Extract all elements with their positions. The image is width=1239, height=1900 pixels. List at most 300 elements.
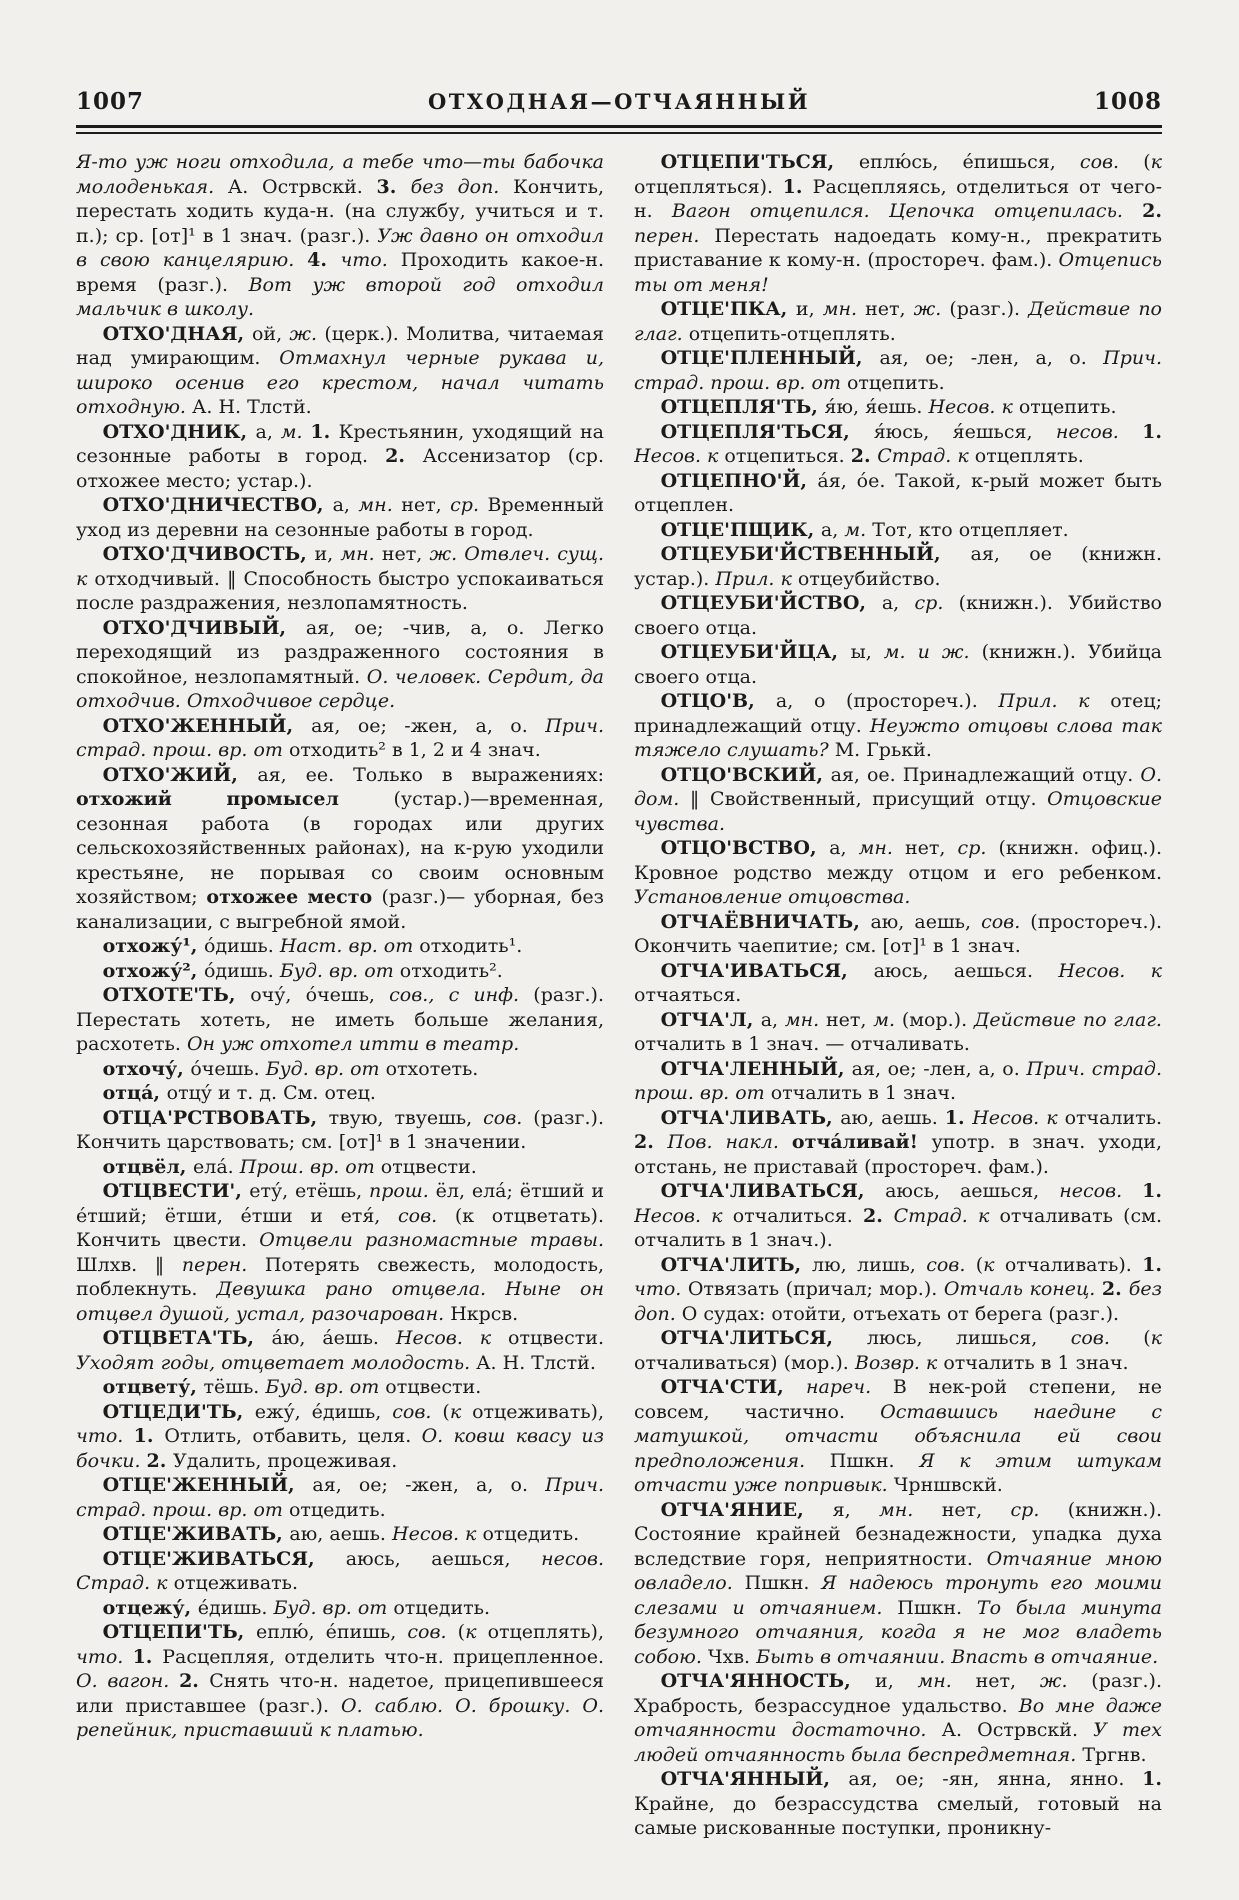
text-run: Расцепляя, отделить что-н. прицепленное. — [162, 1645, 604, 1668]
text-run: 1. — [944, 1106, 973, 1129]
text-run: Действие по глаг. — [634, 298, 1162, 345]
text-run: Прич. страд. прош. вр. от — [634, 1057, 1162, 1104]
text-run: Временный уход из деревни на сезонные работы в город. — [76, 494, 604, 541]
dictionary-entry — [634, 1008, 1162, 1057]
text-run: мн. — [879, 1498, 942, 1521]
text-run: 2. — [146, 1449, 173, 1472]
text-run: Отвязать (причал; мор.). — [687, 1278, 944, 1300]
text-run: У тех людей отчаянность была беспредметная. — [634, 1719, 1162, 1766]
text-run: ‖ Свойственный, присущий отцу. — [689, 788, 1048, 810]
text-run: перен. — [634, 224, 715, 247]
text-run: нет, — [975, 1670, 1040, 1692]
text-run: Несов. к — [1058, 959, 1162, 982]
text-run: отцепляться). — [634, 175, 783, 198]
text-run: отцеживать. — [173, 1572, 299, 1594]
text-run: ОТЧА'ЯНИЕ, — [660, 1498, 833, 1521]
dictionary-entry — [76, 493, 604, 542]
text-run: аю, аешь. — [840, 1106, 945, 1129]
text-columns — [76, 150, 1162, 1850]
page-number-right: 1008 — [1093, 88, 1162, 115]
text-run: ( — [975, 1253, 984, 1276]
text-run: сов. — [1079, 151, 1144, 173]
text-run: отцвести. — [385, 1376, 482, 1398]
text-run: ОТЦО'ВСКИЙ, — [660, 763, 831, 786]
text-run: ОТЧА'ИВАТЬСЯ, — [660, 959, 874, 982]
text-run: и, — [875, 1670, 918, 1692]
text-run: что. — [634, 1278, 688, 1300]
text-run: перен. — [181, 1253, 265, 1276]
text-run: ОТЦЕДИ'ТЬ, — [102, 1400, 255, 1423]
text-run: (устар.)—временная, сезонная работа (в городах или других сельскохозяйственных районах), на к-рую уходили крестьяне, не порывая со своим основным хозяйством; — [76, 788, 604, 908]
running-head — [76, 88, 1162, 115]
dictionary-entry — [634, 591, 1162, 640]
text-run: Отчаяние мною овладело. — [634, 1547, 1162, 1594]
text-run: Удалить, процеживая. — [172, 1449, 398, 1472]
text-run: ОТЦЕ'ЖЕННЫЙ, — [102, 1474, 313, 1496]
text-run: ОТЦЕ'ЖИВАТЬСЯ, — [102, 1547, 346, 1570]
dictionary-entry — [634, 640, 1162, 689]
text-run: аю, аешь, — [870, 910, 982, 933]
text-run: нет, — [865, 298, 914, 320]
text-run: (разг.). — [949, 298, 1029, 320]
text-run: Во мне даже отчаянности достаточно. — [634, 1694, 1162, 1741]
text-run: ОТХО'ЖИЙ, — [102, 763, 258, 786]
text-run: А. Острвскй. — [227, 175, 377, 198]
dictionary-entry — [634, 469, 1162, 518]
dictionary-entry — [76, 763, 604, 935]
text-run: ОТЦЕПИ'ТЬСЯ, — [660, 151, 859, 173]
text-run: ( — [457, 1621, 466, 1643]
text-run: Расцепляясь, отделиться от чего-н. — [634, 175, 1162, 222]
text-run: сов., с инф. — [389, 984, 534, 1006]
text-run: ая, ее. Только в выражениях: — [257, 763, 604, 786]
text-run: ая, ое. Принадлежащий отцу. — [830, 763, 1141, 786]
text-run: к — [1150, 151, 1162, 173]
text-run: Тргнв. — [1082, 1743, 1147, 1766]
text-run: Несов. к — [395, 1327, 509, 1349]
text-run: Отцвели разномастные травы. — [259, 1229, 604, 1251]
dictionary-entry — [76, 1547, 604, 1596]
text-run: 2. — [1142, 200, 1162, 222]
text-run: Я надеюсь тронуть его моими слезами и отчаянием. — [634, 1572, 1162, 1619]
text-run: я́юсь, я́ешься, — [873, 420, 1056, 443]
text-run: а, — [881, 592, 915, 614]
text-run: сов. — [398, 1204, 455, 1227]
text-run: ж. — [1039, 1670, 1092, 1692]
text-run: ( — [1143, 151, 1151, 173]
text-run: 2. — [863, 1204, 894, 1227]
text-run: ая, ое; -чив, а, о. Легко переходящий из раздраженного состояния в спокойное, незлопамятный. — [76, 616, 604, 688]
dictionary-entry — [76, 959, 604, 984]
text-run: ОТХО'ДЧИВОСТЬ, — [102, 543, 315, 565]
text-run: Крайне, до безрассудства смелый, готовый на самые рискованные поступки, проникну- — [634, 1792, 1162, 1839]
text-run: сов. — [483, 1106, 534, 1129]
text-run: Девушка рано отцвела. Ныне он отцвел душой, устал, разочарован. — [76, 1278, 604, 1325]
text-run: 3. — [376, 175, 411, 198]
text-run: ёл, ела́; ётший и е́тший; ётши, е́тши и етя́, — [76, 1180, 604, 1227]
text-run: и, — [314, 543, 341, 565]
text-run: ОТХО'ДЧИВЫЙ, — [102, 616, 306, 639]
dictionary-entry — [76, 714, 604, 763]
text-run: употр. в знач. уходи, отстань, не приставай (простореч. фам.). — [634, 1131, 1162, 1178]
text-run: отцу́ и т. д. См. отец. — [166, 1082, 376, 1104]
text-run: О. человек. Сердит, да отходчив. Отходчивое сердце. — [76, 665, 604, 712]
dictionary-entry — [76, 1596, 604, 1621]
text-run: Уж давно он отходил в свою канцелярию. — [76, 224, 604, 271]
dictionary-entry — [634, 1179, 1162, 1253]
text-run: Снять что-н. надетое, прицепившееся или приставшее (разг.). — [76, 1670, 604, 1717]
text-run: сов. — [407, 1621, 458, 1643]
text-run: ОТЦЕУБИ'ЙЦА, — [660, 641, 851, 663]
text-run: Наст. вр. от — [279, 935, 420, 957]
text-run: Отмахнул черные рукава и, широко осенив его крестом, начал читать отходную. — [76, 347, 604, 418]
text-run: отхожий промысел — [76, 788, 394, 810]
text-run: несов. — [1059, 1180, 1143, 1202]
text-run: ОТЦВЕТА'ТЬ, — [102, 1327, 272, 1349]
text-run: Отцепись ты от меня! — [634, 249, 1162, 296]
text-run: 2. — [1101, 1278, 1129, 1300]
text-run: О. вагон. — [76, 1670, 180, 1692]
text-run: о́чешь. — [190, 1057, 266, 1080]
text-run: О. дом. — [634, 763, 1162, 810]
text-run: А. Н. Тлстй. — [476, 1351, 596, 1374]
text-run: отцедить. — [482, 1523, 580, 1545]
text-run: а́я, о́е. Такой, к-рый может быть отцеплен. — [634, 469, 1162, 516]
text-run: к — [983, 1253, 1005, 1276]
text-run: отцежу́, — [102, 1596, 198, 1619]
text-run: Прич. страд. прош. вр. от — [76, 1474, 604, 1521]
text-run: 1. — [310, 420, 339, 443]
text-run: а, — [760, 1008, 785, 1031]
text-run: отцепить-отцеплять. — [688, 322, 896, 345]
text-run: а, о (простореч.). — [775, 690, 999, 712]
text-run: аюсь, аешься. — [873, 959, 1059, 982]
dictionary-entry — [76, 1106, 604, 1155]
text-run: мн. — [358, 494, 402, 516]
dictionary-entry — [76, 1155, 604, 1180]
text-run: ая, ое; -жен, а, о. — [311, 714, 546, 737]
text-run: ОТЦЕУБИ'ЙСТВО, — [660, 592, 882, 614]
text-run: отцедить. — [393, 1596, 491, 1619]
text-run: отчалить в 1 знач. — [770, 1082, 957, 1104]
text-run: отча́ливай! — [791, 1131, 932, 1153]
text-run: ОТЦЕПИ'ТЬ, — [102, 1621, 256, 1643]
text-run: О. ковш квасу из бочки. — [76, 1425, 604, 1472]
text-run: а, — [332, 494, 359, 516]
text-run: ж. — [913, 298, 950, 320]
dictionary-entry — [76, 616, 604, 714]
text-run: Неужто отцовы слова так тяжело слушать? — [634, 714, 1162, 761]
text-run: мн. — [822, 298, 866, 320]
text-run: отчалить в 1 знач. — [943, 1351, 1129, 1374]
text-run: Шлхв. ‖ — [76, 1253, 182, 1276]
text-run: нет, — [381, 543, 430, 565]
text-run: отцвести. — [508, 1327, 604, 1349]
dictionary-entry — [76, 1057, 604, 1082]
text-run: несов. Страд. к — [76, 1547, 604, 1594]
text-run: Установление отцовства. — [634, 886, 911, 908]
text-run: мн. — [784, 1008, 826, 1031]
dictionary-entry — [76, 1081, 604, 1106]
dictionary-entry — [634, 1057, 1162, 1106]
text-run: мн. — [340, 543, 382, 565]
dictionary-entry — [76, 150, 604, 322]
text-run: Он уж отхотел итти в театр. — [186, 1033, 520, 1055]
text-run: люсь, лишься, — [866, 1327, 1071, 1349]
text-run: о́дишь. — [203, 959, 280, 982]
text-run: отцвести. — [380, 1155, 477, 1178]
text-run: отцепить. — [1018, 396, 1117, 418]
dictionary-entry — [76, 1473, 604, 1522]
text-run: еплю́, е́пишь, — [255, 1621, 408, 1643]
text-run: (церк.). Молитва, читаемая над умирающим. — [76, 322, 604, 369]
text-run: к — [449, 1400, 473, 1423]
text-run: Пшкн. — [829, 1449, 920, 1472]
text-run: отчаяться. — [634, 984, 742, 1006]
dictionary-entry — [634, 1326, 1162, 1375]
dictionary-entry — [76, 322, 604, 420]
text-run: 1. — [782, 175, 813, 198]
text-run: ОТЧА'ЛИТЬ, — [660, 1253, 813, 1276]
text-run: несов. — [1055, 420, 1143, 443]
text-run: Возвр. к — [854, 1351, 944, 1374]
text-run: аю, аешь. — [289, 1523, 393, 1545]
text-run: Буд. вр. от — [265, 1057, 386, 1080]
dictionary-entry — [76, 420, 604, 494]
text-run: лю, лишь, — [812, 1253, 927, 1276]
dictionary-entry — [634, 763, 1162, 837]
dictionary-entry — [76, 1326, 604, 1375]
text-run: Уходят годы, отцветает молодость. — [76, 1351, 477, 1374]
text-run: я, — [832, 1498, 880, 1521]
text-run: (разг.). Храбрость, безрассудное удальство. — [634, 1670, 1162, 1717]
text-run: А. Н. Тлстй. — [192, 396, 312, 418]
text-run: ая, ое; -лен, а, о. — [851, 1057, 1027, 1080]
text-run: 2. — [850, 445, 878, 467]
text-run: О. саблю. О. брошку. О. репейник, приставший к платью. — [76, 1694, 604, 1741]
text-run: ОТЧА'СТИ, — [660, 1376, 807, 1398]
text-run: Ассенизатор (ср. отхожее место; устар.). — [76, 445, 604, 492]
text-run: отчалить в 1 знач. — отчаливать. — [634, 1033, 970, 1055]
text-run: ОТЧА'Л, — [660, 1008, 761, 1031]
text-run: ср. — [450, 494, 488, 516]
text-run: Несов. к — [634, 1204, 733, 1227]
text-run: отходчивый. ‖ Способность быстро успокаиваться после раздражения, незлопамятность. — [76, 567, 604, 614]
text-run: Быть в отчаянии. Впасть в отчаяние. — [756, 1645, 1159, 1668]
text-run: нет, — [905, 837, 958, 859]
text-run: ела́. — [193, 1155, 240, 1178]
text-run: Буд. вр. от — [279, 959, 400, 982]
text-run: ая, ое (книжн. устар.). — [634, 543, 1162, 590]
text-run: тёшь. — [203, 1376, 266, 1398]
text-run: нет, — [401, 494, 451, 516]
text-run: что. — [76, 1425, 134, 1447]
text-run: ОТЦА'РСТВОВАТЬ, — [102, 1106, 329, 1129]
text-run: отхочу́, — [102, 1057, 191, 1080]
column-right — [634, 150, 1162, 1850]
text-run: (разг.)— уборная, без канализации, с выгребной ямой. — [76, 886, 604, 933]
text-run: отходить² в 1, 2 и 4 знач. — [288, 739, 541, 761]
text-run: (книжн.). Состояние крайней безнадежности, упадка духа вследствие горя, неприятности. — [634, 1498, 1162, 1570]
text-run: (мор.). — [901, 1008, 974, 1031]
text-run: (книжн. офиц.). Кровное родство между отцом и его ребенком. — [634, 837, 1162, 884]
text-run: 1. — [132, 1645, 163, 1668]
text-run: (книжн.). Убийство своего отца. — [634, 592, 1162, 639]
text-run: отцеплять), — [487, 1621, 604, 1643]
text-run: а, — [255, 420, 281, 443]
text-run: (к отцветать). Кончить цвести. — [76, 1204, 604, 1251]
text-run: мн. — [858, 837, 906, 859]
text-run: я́ю, я́ешь. — [824, 396, 929, 418]
text-run: и, — [795, 298, 823, 320]
text-run: отцеплять. — [974, 445, 1084, 467]
text-run: Страд. к — [877, 445, 975, 467]
text-run: ету́, етёшь, — [249, 1180, 369, 1202]
text-run: еплю́сь, е́пишься, — [858, 151, 1080, 173]
text-run: ы, — [850, 641, 884, 663]
text-run: м. — [844, 518, 873, 541]
dictionary-entry — [634, 1253, 1162, 1327]
text-run: В нек-рой степени, не совсем, частично. — [634, 1376, 1162, 1423]
text-run: Я к этим штукам отчасти уже попривык. — [634, 1449, 1162, 1496]
text-run: ОТЧА'ЛЕННЫЙ, — [660, 1057, 852, 1080]
text-run: ОТЦЕ'ПЛЕННЫЙ, — [660, 347, 880, 369]
text-run: Вот уж второй год отходил мальчик в школу. — [76, 273, 604, 320]
text-run: (простореч.). Окончить чаепитие; см. [от]¹ в 1 знач. — [634, 910, 1162, 957]
text-run: ж. Отвлеч. сущ. к — [76, 543, 604, 590]
text-run: Оставшись наедине с матушкой, отчасти объяснила ей свои предположения. — [634, 1400, 1162, 1472]
text-run: без доп. — [410, 175, 514, 198]
text-run: ОТЦЕ'ЖИВАТЬ, — [102, 1523, 290, 1545]
text-run: к — [1150, 1327, 1162, 1349]
text-run: ОТЧА'ЯННЫЙ, — [660, 1768, 849, 1790]
text-run: отхотеть. — [385, 1057, 479, 1080]
text-run: отчалиться. — [732, 1204, 864, 1227]
text-run: аюсь, аешься, — [885, 1180, 1060, 1202]
text-run: 1. — [1142, 1180, 1162, 1202]
dictionary-entry — [76, 1375, 604, 1400]
text-run: м. и ж. — [883, 641, 982, 663]
text-run: твую, твуешь, — [328, 1106, 484, 1129]
page-title: ОТХОДНАЯ—ОТЧАЯННЫЙ — [427, 89, 811, 114]
text-run: М. Грькй. — [834, 739, 932, 761]
dictionary-entry — [76, 1522, 604, 1547]
text-run: нареч. — [806, 1376, 893, 1398]
text-run: ср. — [914, 592, 959, 614]
dictionary-entry — [634, 1375, 1162, 1498]
dictionary-entry — [76, 983, 604, 1057]
text-run: Пшкн. — [897, 1596, 977, 1619]
text-run: отхожу́², — [102, 959, 204, 982]
text-run: отчаливать). — [1004, 1253, 1143, 1276]
text-run: ежу́, е́дишь, — [254, 1400, 393, 1423]
text-run: отца́, — [102, 1082, 167, 1104]
text-run: Действие по глаг. — [973, 1008, 1162, 1031]
text-run: отчаливать (см. отчалить в 1 знач.). — [634, 1204, 1162, 1251]
text-run: ( — [442, 1400, 450, 1423]
text-run: а, — [829, 837, 859, 859]
dictionary-entry — [634, 542, 1162, 591]
text-run: Потерять свежесть, молодость, поблекнуть. — [76, 1253, 604, 1300]
text-run: Кончить, перестать ходить куда-н. (на службу, учиться и т. п.); ср. [от]¹ в 1 знач. (разг.). — [76, 175, 604, 247]
text-run: сов. — [1070, 1327, 1144, 1349]
text-run: Вагон отцепился. Цепочка отцепилась. — [671, 200, 1143, 222]
text-run: нет, — [826, 1008, 874, 1031]
text-run: отходить¹. — [419, 935, 523, 957]
text-run: Прил. к — [998, 690, 1111, 712]
text-run: Несов. к — [972, 1106, 1065, 1129]
dictionary-entry — [634, 959, 1162, 1008]
dictionary-entry — [634, 1767, 1162, 1841]
dictionary-entry — [76, 542, 604, 616]
text-run: Прош. вр. от — [239, 1155, 381, 1178]
text-run: Прич. страд. прош. вр. от — [634, 347, 1162, 394]
text-run: 4. — [307, 249, 341, 271]
text-run: отцвёл, — [102, 1155, 193, 1178]
text-run: 2. — [634, 1131, 668, 1153]
text-run: Прич. страд. прош. вр. от — [76, 714, 604, 761]
text-run: ОТЧА'ЛИВАТЬ, — [660, 1106, 841, 1129]
text-run: мн. — [917, 1670, 976, 1692]
dictionary-entry — [76, 1400, 604, 1474]
text-run: 2. — [385, 445, 423, 467]
dictionary-entry — [634, 518, 1162, 543]
text-run: Чхв. — [707, 1645, 757, 1668]
text-run: Отцовские чувства. — [634, 788, 1162, 835]
dictionary-entry — [634, 150, 1162, 297]
text-run: ая, ое; -лен, а, о. — [879, 347, 1104, 369]
text-run: ОТЧА'ЯННОСТЬ, — [660, 1670, 876, 1692]
text-run: А. Острвскй. — [941, 1719, 1094, 1741]
text-run: Несов. к — [392, 1523, 483, 1545]
text-run: Несов. к — [928, 396, 1019, 418]
text-run: Буд. вр. от — [265, 1376, 386, 1398]
text-run: отцедить. — [288, 1498, 386, 1521]
text-run: отчалить. — [1064, 1106, 1162, 1129]
text-run: ОТЦЕ'ПКА, — [660, 298, 796, 320]
text-run: 1. — [1142, 420, 1162, 443]
text-run: 1. — [1142, 1768, 1162, 1790]
text-run: ОТХО'ДНИЧЕСТВО, — [102, 494, 333, 516]
dictionary-entry — [76, 1179, 604, 1326]
text-run: ср. — [1010, 1498, 1068, 1521]
text-run: Несов. к — [634, 445, 725, 467]
text-run: сов. — [926, 1253, 976, 1276]
dictionary-entry — [634, 1106, 1162, 1180]
page-number-left: 1007 — [76, 88, 145, 115]
text-run: 2. — [179, 1670, 210, 1692]
text-run: сов. — [981, 910, 1031, 933]
header-rule — [76, 125, 1162, 134]
dictionary-entry — [634, 395, 1162, 420]
text-run: о́дишь. — [203, 935, 280, 957]
text-run: что. — [76, 1645, 133, 1668]
text-run: Прил. к — [715, 567, 798, 590]
text-run: ОТХО'ЖЕННЫЙ, — [102, 714, 312, 737]
text-run: что. — [340, 249, 401, 271]
dictionary-entry — [634, 689, 1162, 763]
text-run: ОТХО'ДНИК, — [102, 420, 256, 443]
text-run: отцеубийство. — [797, 567, 941, 590]
text-run: Отлить, отбавить, целя. — [164, 1425, 422, 1447]
text-run: ОТЦЕУБИ'ЙСТВЕННЫЙ, — [660, 543, 971, 565]
text-run: Пшкн. — [744, 1572, 822, 1594]
text-run: очу́, о́чешь, — [250, 984, 390, 1006]
text-run: О судах: отойти, отъехать от берега (разг.). — [681, 1302, 1120, 1325]
text-run: ОТЦЕ'ПЩИК, — [660, 518, 821, 541]
text-run: Тот, кто отцепляет. — [872, 518, 1069, 541]
text-run: отходить². — [399, 959, 503, 982]
